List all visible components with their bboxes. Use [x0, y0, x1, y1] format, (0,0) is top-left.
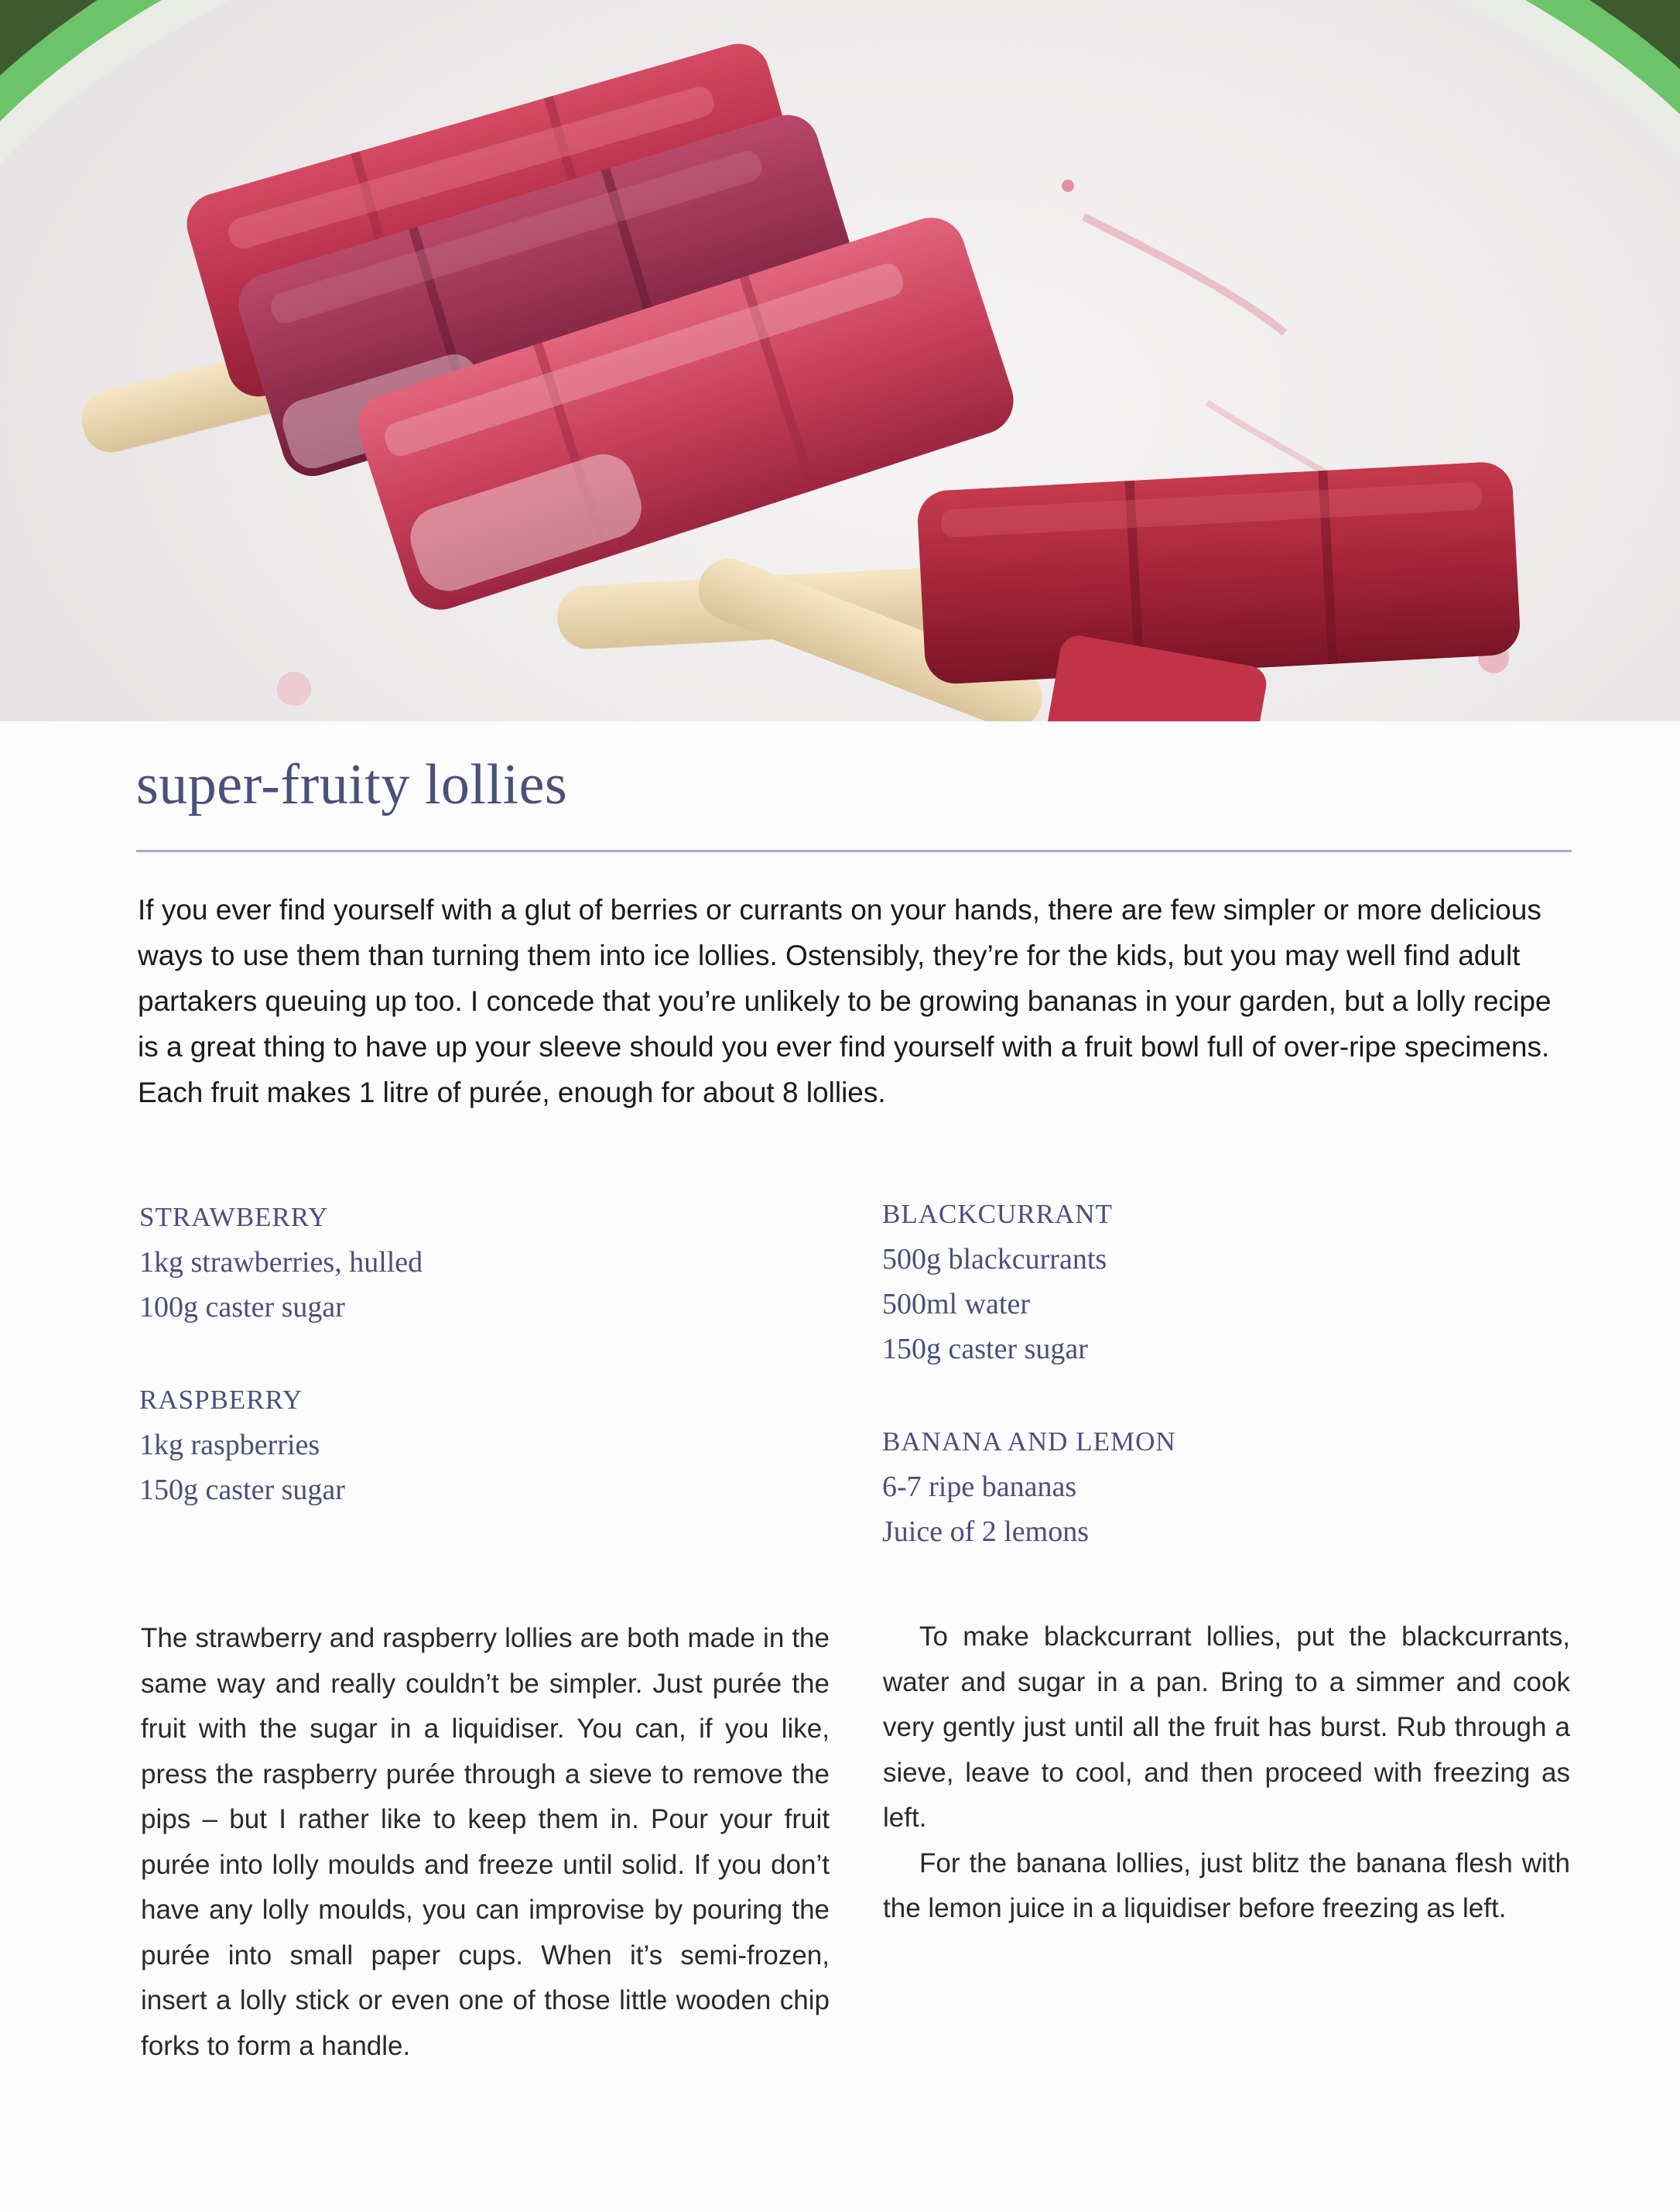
ingredient-heading: STRAWBERRY: [139, 1202, 329, 1232]
ingredient-heading: BANANA AND LEMON: [882, 1426, 1176, 1457]
ingredient-item: 500ml water: [882, 1288, 1031, 1320]
ingredient-item: 1kg strawberries, hulled: [139, 1246, 423, 1279]
method-paragraph: For the banana lollies, just blitz the banana flesh with the lemon juice in a liquidiser before freezing as left.: [883, 1847, 1570, 1923]
ingredient-item: 500g blackcurrants: [882, 1243, 1107, 1275]
yield-note: Each fruit makes 1 litre of purée, enough for about 8 lollies.: [138, 1077, 886, 1108]
lollies-photo: [0, 0, 1680, 721]
ingredients-blackcurrant: [882, 1192, 1113, 1371]
ingredient-heading: BLACKCURRANT: [882, 1199, 1113, 1229]
ingredient-item: 100g caster sugar: [139, 1291, 345, 1323]
method-left-column: [141, 1616, 830, 2069]
ingredients-banana-lemon: [882, 1419, 1176, 1554]
ingredients-raspberry: [139, 1378, 345, 1512]
recipe-title: super-fruity lollies: [136, 753, 568, 817]
ingredient-heading: RASPBERRY: [139, 1385, 303, 1415]
ingredient-item: 150g caster sugar: [139, 1474, 345, 1506]
method-paragraph: To make blackcurrant lollies, put the blackcurrants, water and sugar in a pan. Bring to a simmer and cook very gently just until all the fruit has burst. Rub through a sieve, leave to cool, and then proceed with freezing as left.: [883, 1621, 1570, 1833]
title-divider: [136, 850, 1572, 852]
intro-text: [138, 887, 1569, 1115]
method-paragraph: The strawberry and raspberry lollies are both made in the same way and really couldn’t be simpler. Just purée the fruit with the sugar in a liquidiser. You can, if you like, press the raspberry purée through a sieve to remove the pips – but I rather like to keep them in. Pour your fruit purée into lolly moulds and freeze until solid. If you don’t have any lolly moulds, you can improvise by pouring the purée into small paper cups. When it’s semi-frozen, insert a lolly stick or even one of those little wooden chip forks to form a handle.: [141, 1623, 830, 2061]
ingredient-item: Juice of 2 lemons: [882, 1515, 1090, 1548]
intro-paragraph: If you ever find yourself with a glut of berries or currants on your hands, there are few simpler or more delicious ways to use them than turning them into ice lollies. Ostensibly, they’re for the kids, but you may well find adult partakers queuing up too. I concede that you’re unlikely to be growing bananas in your garden, but a lolly recipe is a great thing to have up your sleeve should you ever find yourself with a fruit bowl full of over-ripe specimens.: [138, 894, 1552, 1063]
ingredient-item: 6-7 ripe bananas: [882, 1471, 1077, 1503]
ingredient-item: 150g caster sugar: [882, 1333, 1088, 1365]
ingredients-strawberry: [139, 1195, 423, 1330]
method-right-column: [883, 1614, 1570, 1932]
ingredient-item: 1kg raspberries: [139, 1429, 320, 1461]
